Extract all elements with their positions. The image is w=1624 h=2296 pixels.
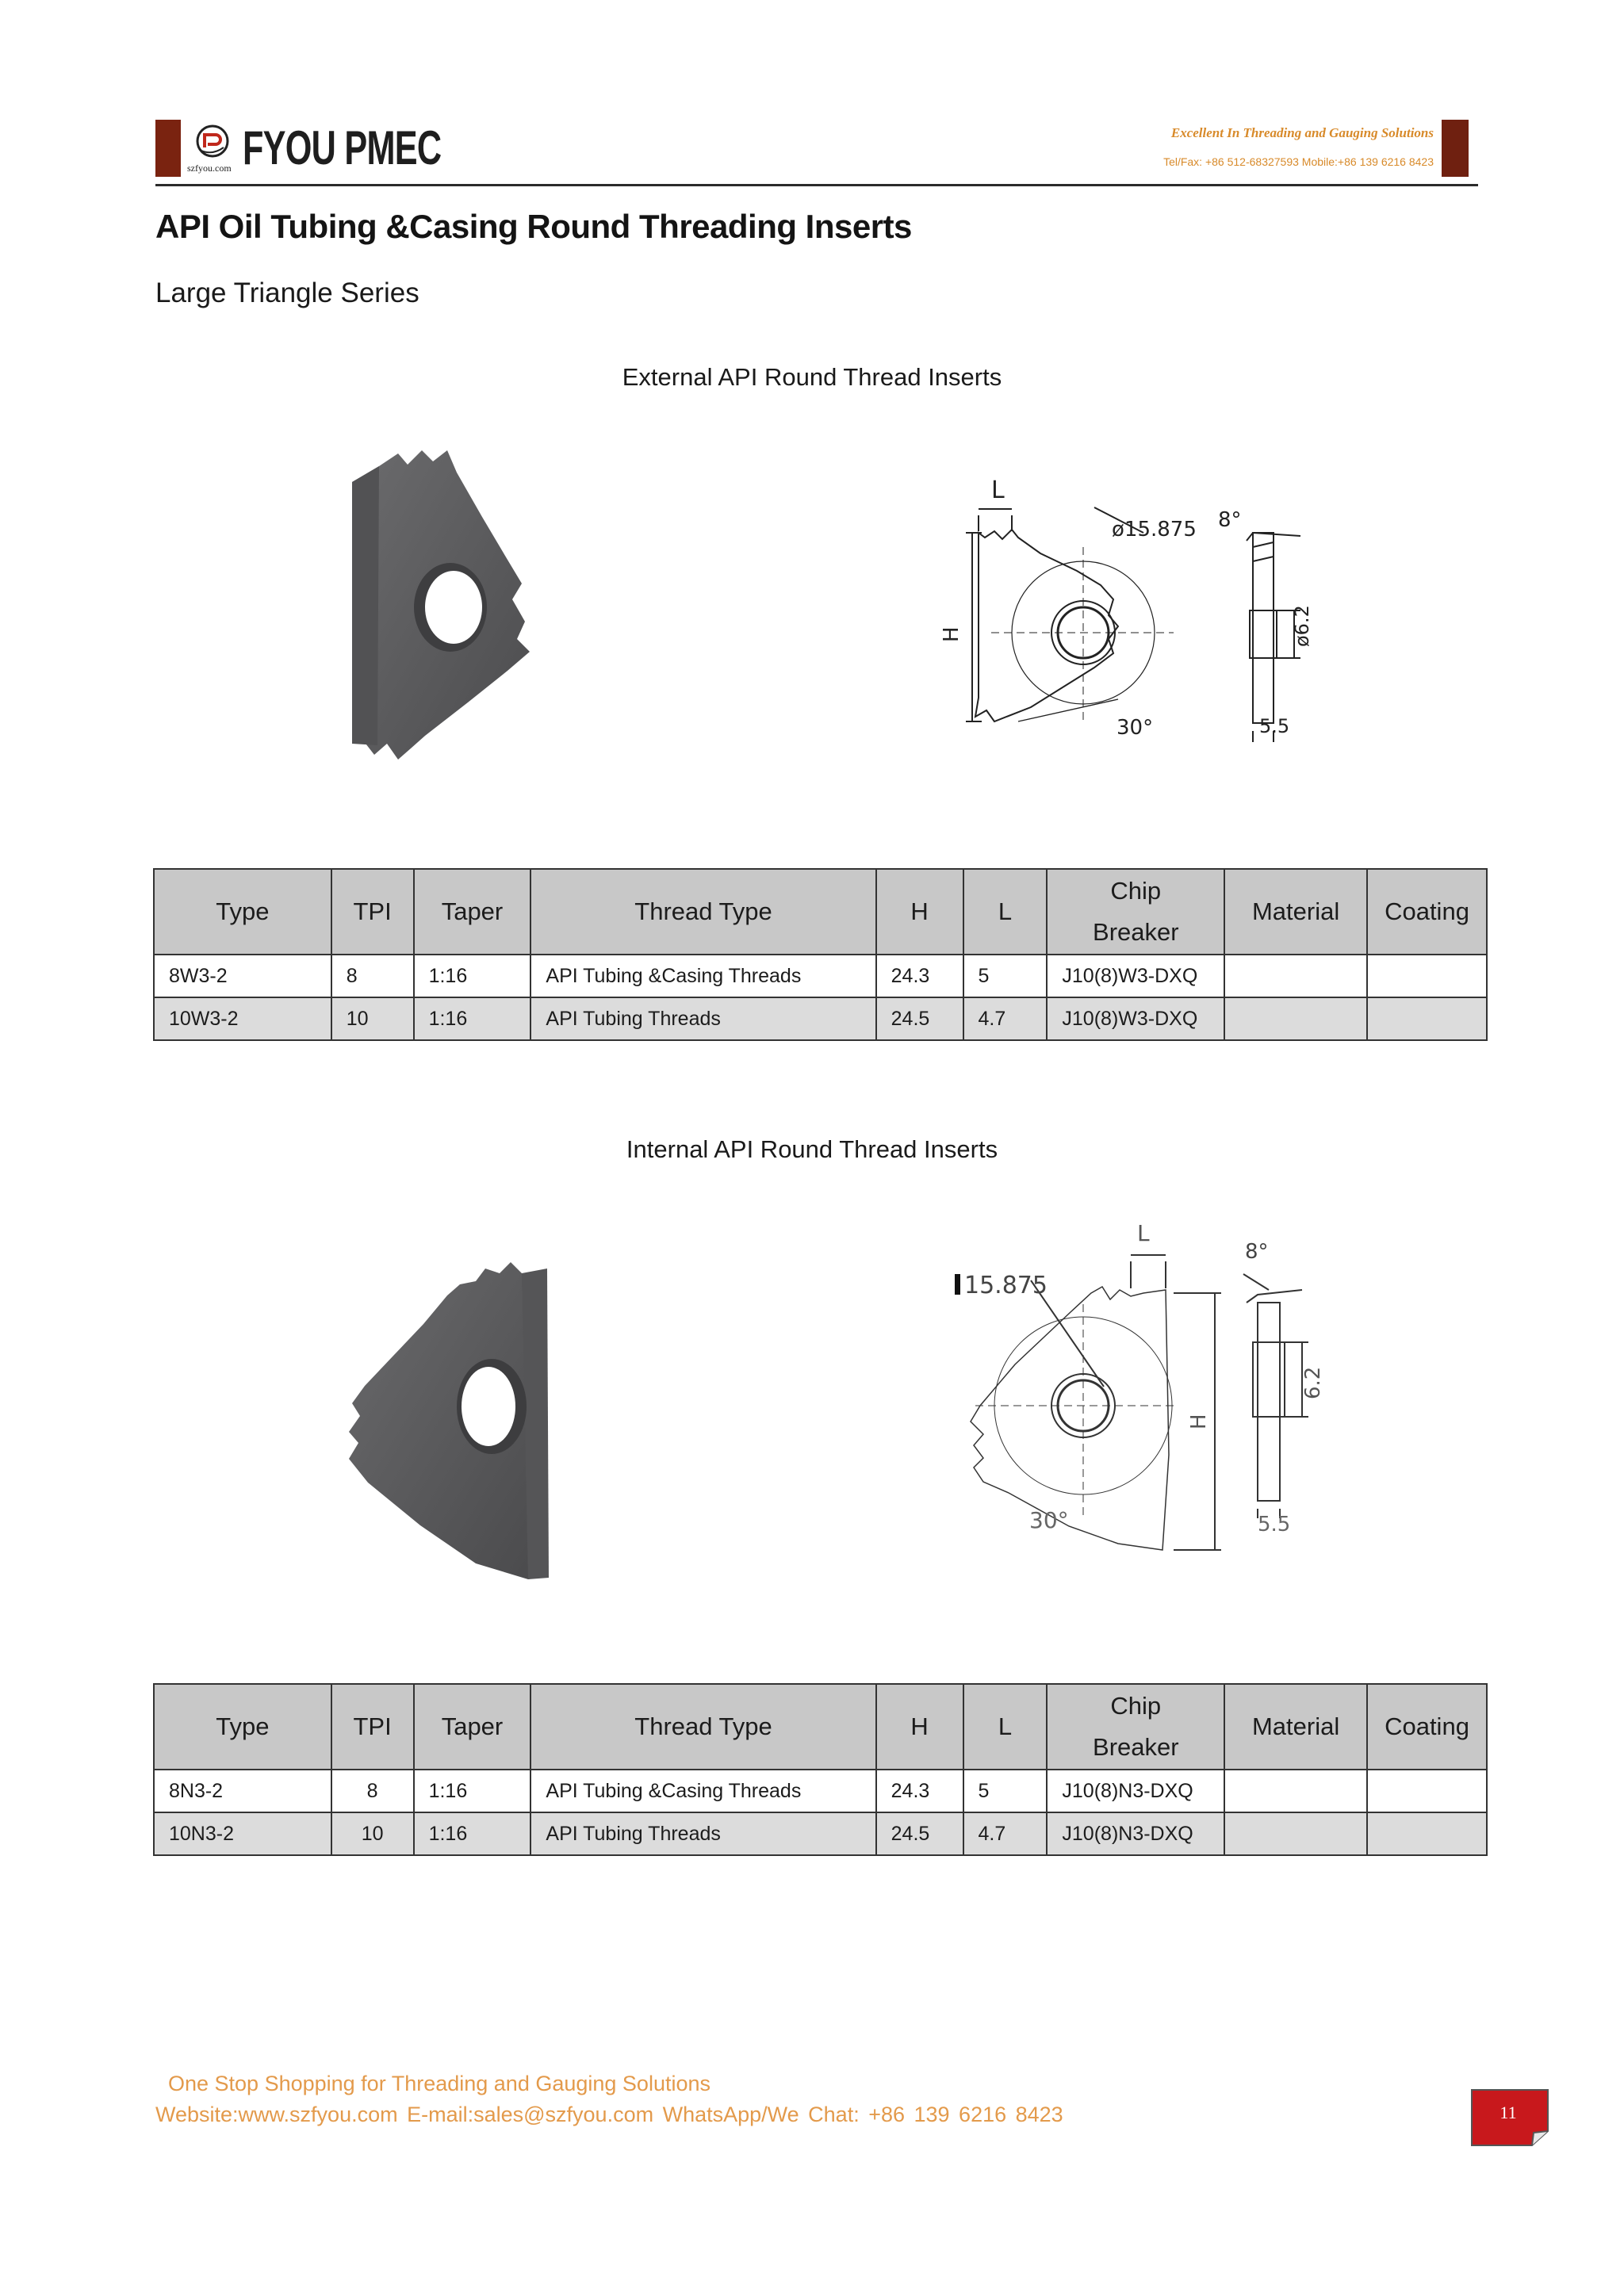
cell-coating	[1367, 1770, 1487, 1812]
col-l: L	[963, 869, 1048, 955]
internal-drawing-label-angle-bottom: 30°	[1029, 1507, 1069, 1533]
col-coating: Coating	[1367, 1684, 1487, 1770]
cell-h: 24.3	[876, 1770, 963, 1812]
col-type: Type	[154, 869, 331, 955]
table-row	[154, 1770, 1487, 1812]
cell-chip-breaker: J10(8)W3-DXQ	[1047, 955, 1224, 997]
internal-insert-drawing	[936, 1217, 1380, 1558]
cell-l: 4.7	[963, 997, 1048, 1040]
cell-taper: 1:16	[414, 1770, 531, 1812]
col-chip-breaker	[1047, 1684, 1224, 1770]
internal-drawing-label-bore: 6.2	[1301, 1366, 1325, 1399]
col-h: H	[876, 869, 963, 955]
internal-spec-table	[153, 1683, 1488, 1856]
external-drawing-label-dia: ø15.875	[1112, 518, 1197, 541]
external-drawing-label-width: 5.5	[1259, 715, 1290, 737]
external-section-title: External API Round Thread Inserts	[622, 363, 1002, 391]
external-insert-photo	[349, 444, 611, 777]
internal-drawing-label-l: L	[1137, 1220, 1150, 1246]
cell-taper: 1:16	[414, 997, 531, 1040]
col-chip-breaker	[1047, 869, 1224, 955]
cell-type: 8N3-2	[154, 1770, 331, 1812]
header-contact: Tel/Fax: +86 512-68327593 Mobile:+86 139 6216 8423	[1163, 155, 1434, 168]
external-drawing-label-angle-top: 8°	[1218, 508, 1242, 532]
cell-l: 4.7	[963, 1812, 1048, 1855]
cell-h: 24.5	[876, 1812, 963, 1855]
series-subtitle: Large Triangle Series	[155, 277, 419, 308]
brand-name: FYOU PMEC	[243, 121, 442, 174]
cell-thread-type: API Tubing Threads	[530, 1812, 875, 1855]
external-drawing-label-h: H	[940, 626, 963, 642]
internal-drawing-label-h: H	[1187, 1414, 1211, 1429]
col-type: Type	[154, 1684, 331, 1770]
col-taper: Taper	[414, 1684, 531, 1770]
col-thread-type: Thread Type	[530, 1684, 875, 1770]
col-chip-line1: Chip	[1110, 877, 1162, 905]
internal-insert-photo	[341, 1237, 619, 1586]
header-left-bar	[155, 120, 181, 177]
cell-thread-type: API Tubing Threads	[530, 997, 875, 1040]
table-header-row	[154, 869, 1487, 955]
table-row	[154, 997, 1487, 1040]
cell-h: 24.3	[876, 955, 963, 997]
col-chip-line1: Chip	[1110, 1692, 1162, 1720]
internal-drawing-label-dia: 15.875	[964, 1272, 1048, 1299]
table-header-row	[154, 1684, 1487, 1770]
cell-l: 5	[963, 955, 1048, 997]
col-material: Material	[1224, 869, 1367, 955]
table-row	[154, 1812, 1487, 1855]
cell-material	[1224, 1770, 1367, 1812]
cell-material	[1224, 955, 1367, 997]
cell-material	[1224, 1812, 1367, 1855]
cell-coating	[1367, 997, 1487, 1040]
cell-tpi: 8	[331, 955, 414, 997]
page-title: API Oil Tubing &Casing Round Threading Inserts	[155, 208, 912, 245]
cell-taper: 1:16	[414, 955, 531, 997]
external-drawing-label-l: L	[991, 476, 1005, 504]
cell-material	[1224, 997, 1367, 1040]
header-divider	[155, 184, 1478, 186]
cell-l: 5	[963, 1770, 1048, 1812]
footer-slogan: One Stop Shopping for Threading and Gauging Solutions	[168, 2072, 710, 2095]
cell-type: 10W3-2	[154, 997, 331, 1040]
internal-drawing-label-angle-top: 8°	[1245, 1240, 1269, 1264]
col-l: L	[963, 1684, 1048, 1770]
cell-taper: 1:16	[414, 1812, 531, 1855]
col-tpi: TPI	[331, 1684, 414, 1770]
header-tagline: Excellent In Threading and Gauging Solutions	[1170, 125, 1434, 140]
header-right-bar	[1442, 120, 1469, 177]
cell-type: 10N3-2	[154, 1812, 331, 1855]
footer-contact: Website:www.szfyou.com E-mail:sales@szfyou.com WhatsApp/We Chat: +86 139 6216 8423	[155, 2103, 1063, 2126]
col-taper: Taper	[414, 869, 531, 955]
internal-section-title: Internal API Round Thread Inserts	[626, 1135, 998, 1163]
col-material: Material	[1224, 1684, 1367, 1770]
col-thread-type: Thread Type	[530, 869, 875, 955]
cell-coating	[1367, 955, 1487, 997]
external-drawing-label-angle-bottom: 30°	[1116, 716, 1154, 740]
cell-chip-breaker: J10(8)N3-DXQ	[1047, 1770, 1224, 1812]
cell-thread-type: API Tubing &Casing Threads	[530, 955, 875, 997]
col-tpi: TPI	[331, 869, 414, 955]
page-number: 11	[1500, 2103, 1517, 2122]
cell-h: 24.5	[876, 997, 963, 1040]
table-row	[154, 955, 1487, 997]
cell-tpi: 10	[331, 1812, 414, 1855]
cell-tpi: 8	[331, 1770, 414, 1812]
cell-coating	[1367, 1812, 1487, 1855]
external-drawing-label-bore: ø6.2	[1291, 605, 1313, 647]
col-chip-line2: Breaker	[1093, 918, 1179, 946]
external-spec-table	[153, 868, 1488, 1041]
cell-type: 8W3-2	[154, 955, 331, 997]
cell-chip-breaker: J10(8)W3-DXQ	[1047, 997, 1224, 1040]
brand-logo-icon	[195, 124, 230, 159]
col-h: H	[876, 1684, 963, 1770]
col-chip-line2: Breaker	[1093, 1733, 1179, 1761]
cell-chip-breaker: J10(8)N3-DXQ	[1047, 1812, 1224, 1855]
internal-drawing-dia-marker	[955, 1274, 960, 1295]
cell-thread-type: API Tubing &Casing Threads	[530, 1770, 875, 1812]
cell-tpi: 10	[331, 997, 414, 1040]
col-coating: Coating	[1367, 869, 1487, 955]
internal-drawing-label-width: 5.5	[1258, 1513, 1291, 1536]
logo-site: szfyou.com	[187, 163, 232, 174]
external-insert-drawing	[936, 460, 1380, 761]
